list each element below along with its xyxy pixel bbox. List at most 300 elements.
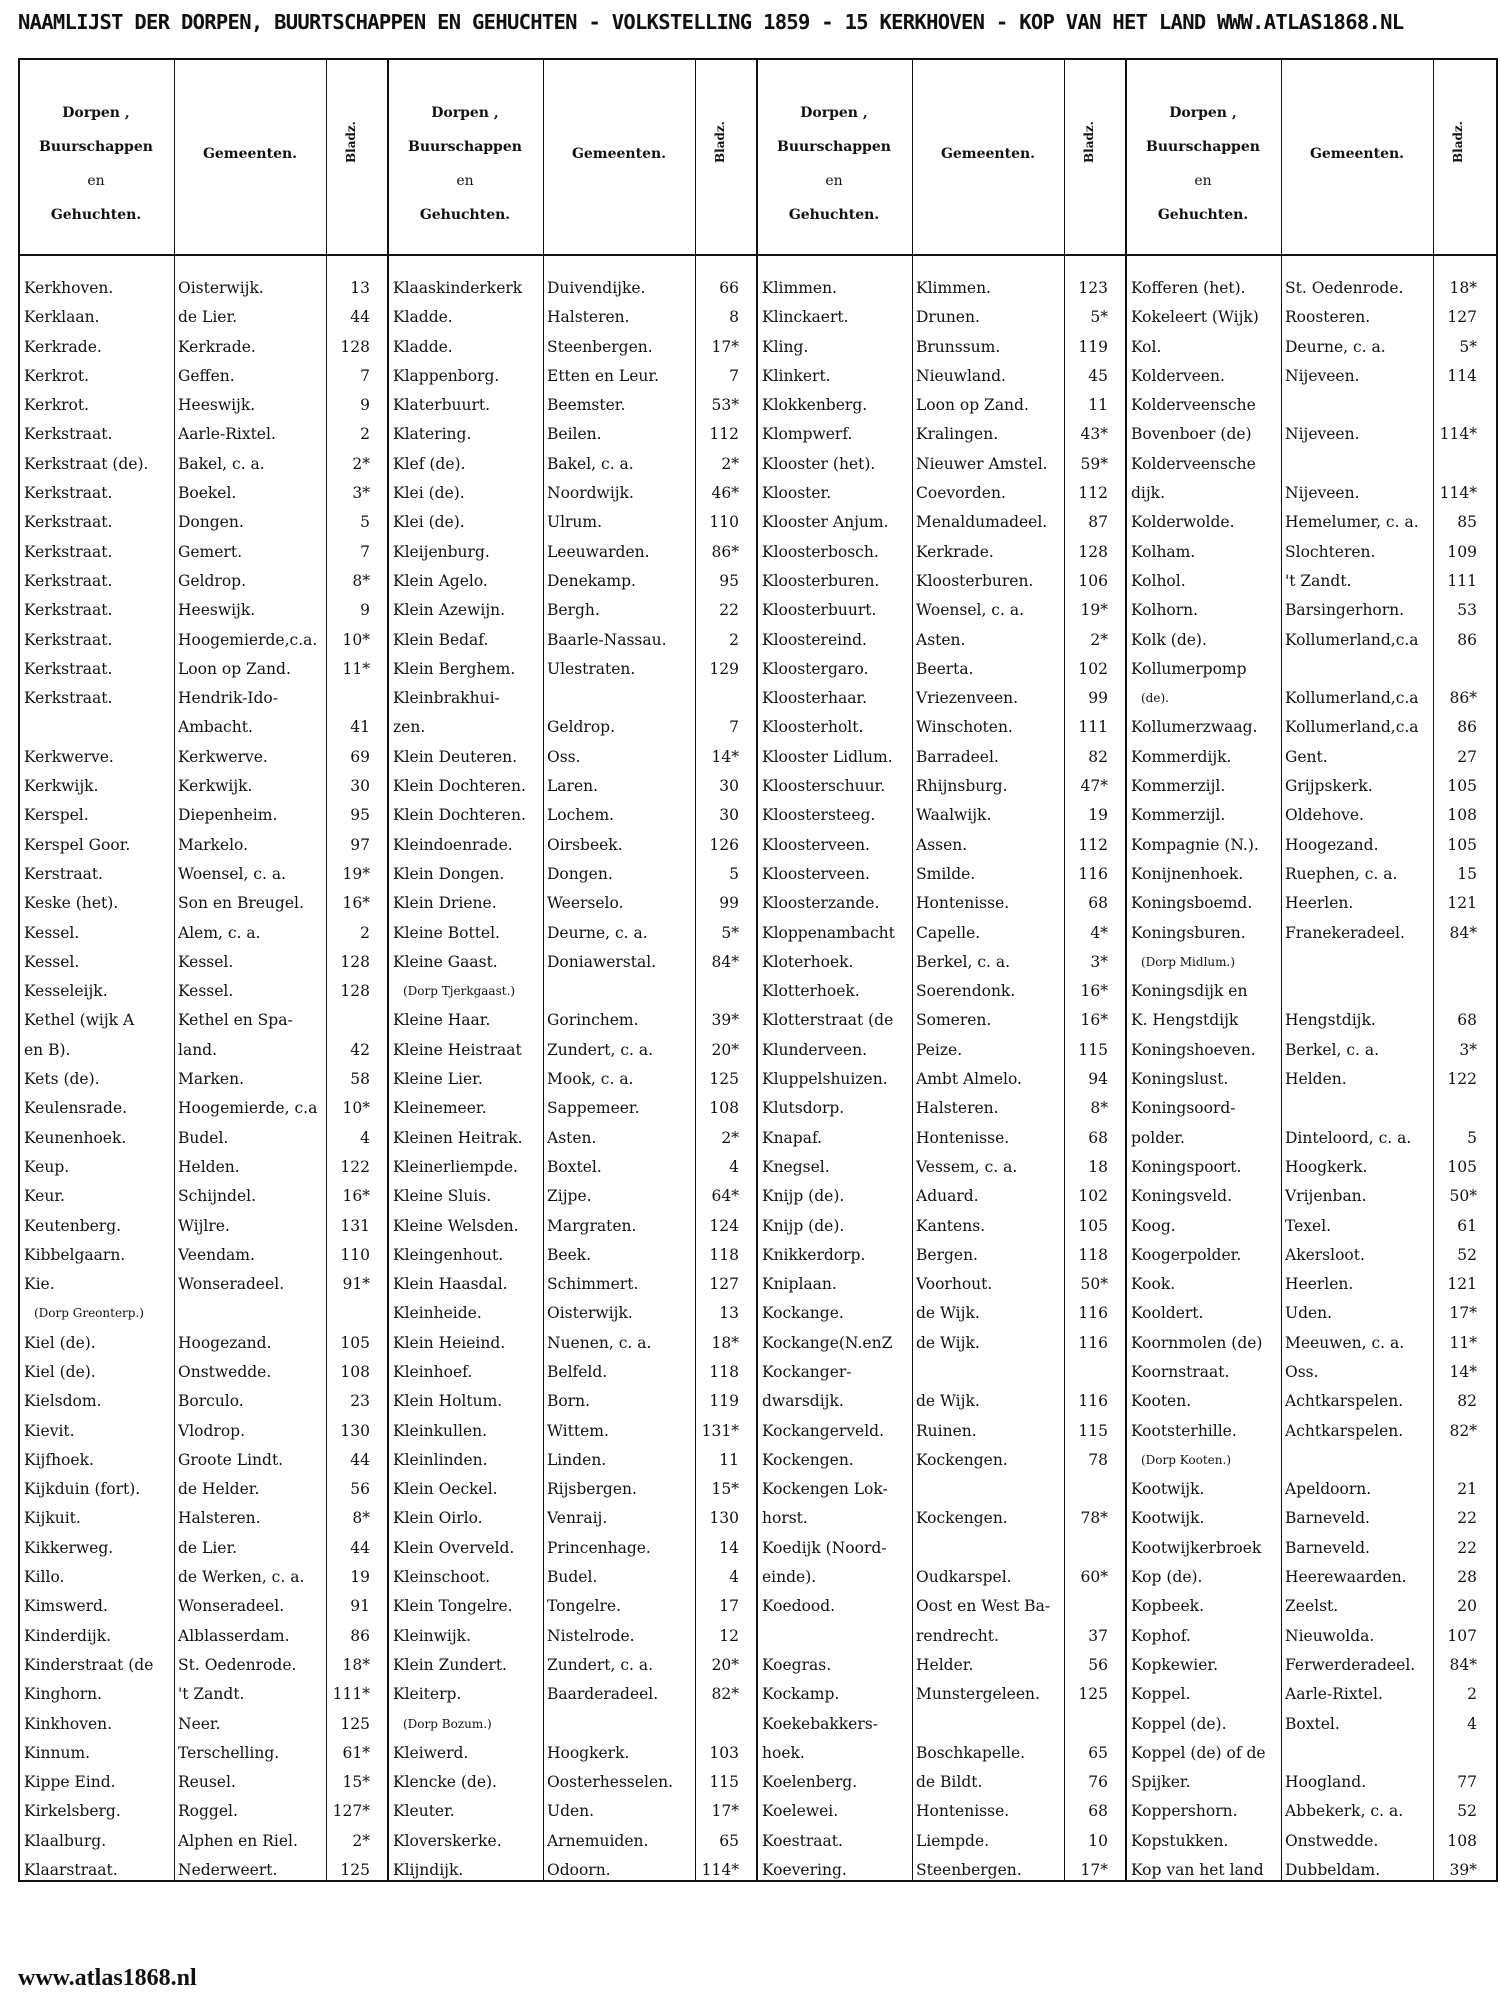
page-number: 105 [1078,1216,1108,1235]
place-name: Kluppelshuizen. [762,1070,888,1089]
place-name: Koekebakkers- [762,1714,878,1733]
table-row [389,684,756,713]
page-number: 115 [1078,1421,1108,1440]
place-name: Kleinheide. [393,1304,482,1323]
table-row [758,567,1125,596]
page-number: 16* [342,894,370,913]
table-row [758,1622,1125,1651]
municipality: Achtkarspelen. [1285,1421,1404,1440]
table-row [1127,977,1496,1006]
header-dorpen-line: Gehuchten. [50,207,142,223]
place-name: Keutenberg. [24,1216,122,1235]
page-number: 114* [701,1861,739,1880]
table-row [20,1417,387,1446]
table-row [389,1710,756,1739]
column-group [389,60,758,1880]
municipality: Capelle. [916,923,981,942]
page-number: 2* [352,454,370,473]
table-row [1127,948,1496,977]
municipality: Menaldumadeel. [916,513,1048,532]
place-name: Kleiterp. [393,1685,462,1704]
place-name: Kockengen Lok- [762,1480,888,1499]
table-row [1127,713,1496,742]
page-number: 52 [1457,1245,1477,1264]
row-list [758,274,1125,1885]
place-name: Kolhol. [1131,571,1186,590]
place-name: Kofferen (het). [1131,279,1246,297]
page-number: 8* [352,571,370,590]
municipality: Geffen. [178,366,235,385]
municipality: Hoogezand. [178,1333,272,1352]
table-row [20,1475,387,1504]
table-row [1127,1270,1496,1299]
municipality: Kerkrade. [916,542,994,561]
table-row [389,1475,756,1504]
table-row [758,420,1125,449]
municipality: Schijndel. [178,1187,257,1206]
page-number: 52 [1457,1802,1477,1821]
page-number: 5 [729,864,739,883]
municipality: de Wijk. [916,1392,980,1411]
page-number: 128 [1078,542,1108,561]
place-name: Kinderstraat (de [24,1655,154,1674]
header-gemeenten: Gemeenten. [940,146,1036,162]
place-name: Kockengen. [762,1450,854,1469]
place-name: Klein Haasdal. [393,1275,508,1294]
municipality: Rhijnsburg. [916,777,1008,796]
table-row [389,831,756,860]
place-name: dwarsdijk. [762,1392,844,1411]
page-number: 78* [1080,1509,1108,1528]
page-number: 125 [340,1714,370,1733]
table-row [1127,333,1496,362]
municipality: Nijeveen. [1285,366,1360,385]
table-row [758,713,1125,742]
page-number: 3* [352,484,370,503]
table-row [758,1592,1125,1621]
table-row [1127,1124,1496,1153]
place-name: Kootwijk. [1131,1509,1205,1528]
municipality: Heerlen. [1285,1275,1354,1294]
table-row [389,1592,756,1621]
header-dorpen-line: en [456,173,474,189]
place-name: Kerkstraat. [24,601,113,620]
municipality: Kerkwerve. [178,747,268,766]
page-number: 14 [719,1538,739,1557]
municipality: Gemert. [178,542,242,561]
table-row [1127,889,1496,918]
header-dorpen-line: Buurschappen [39,139,153,155]
place-name: Keulensrade. [24,1099,128,1118]
page-header: NAAMLIJST DER DORPEN, BUURTSCHAPPEN EN GEHUCHTEN - VOLKSTELLING 1859 - 15 KERKHOVEN - KOP VAN HET LAND WWW.ATLAS1868.NL [18,10,1404,34]
place-name: Kerkstraat. [24,542,113,561]
place-name: Knijp (de). [762,1187,845,1206]
municipality: Hemelumer, c. a. [1285,513,1419,532]
page-number: 19 [350,1568,370,1587]
place-name: Koningsoord- [1131,1099,1236,1118]
table-row [758,1329,1125,1358]
table-row [1127,1534,1496,1563]
page-number: 65 [1088,1743,1108,1762]
table-row [1127,508,1496,537]
table-row [389,1153,756,1182]
table-row [1127,1182,1496,1211]
municipality: Brunssum. [916,337,1001,356]
municipality: Steenbergen. [916,1861,1022,1880]
page-number: 17* [1449,1304,1477,1323]
table-row [389,596,756,625]
municipality: Mook, c. a. [547,1070,634,1089]
place-name: Kinkhoven. [24,1714,113,1733]
table-row [1127,743,1496,772]
page-number: 68 [1088,894,1108,913]
place-name: Kerklaan. [24,308,100,327]
page-number: 78 [1088,1450,1108,1469]
page-number: 130 [709,1509,739,1528]
place-name: Kerkstraat. [24,659,113,678]
place-name: Kompagnie (N.). [1131,835,1259,854]
table-row [1127,655,1496,684]
place-name: Kol. [1131,337,1162,356]
place-name: Kloverskerke. [393,1831,502,1850]
municipality: Doniawerstal. [547,952,657,971]
table-row [389,1768,756,1797]
table-row [758,1006,1125,1035]
municipality: Gent. [1285,747,1328,766]
municipality: Dongen. [547,864,613,883]
table-row [758,1358,1125,1387]
table-row [20,655,387,684]
municipality: Beilen. [547,425,602,444]
table-row [1127,1446,1496,1475]
table-row [758,333,1125,362]
place-name: Koningshoeven. [1131,1040,1256,1059]
table-row [758,684,1125,713]
page-number: 22 [719,601,739,620]
table-row [389,977,756,1006]
page-number: 82* [711,1685,739,1704]
municipality: Uden. [547,1802,595,1821]
place-name: Kladde. [393,308,453,327]
page-number: 84* [711,952,739,971]
table-row [20,1094,387,1123]
place-name: Koedijk (Noord- [762,1538,887,1557]
municipality: Hoogkerk. [1285,1157,1368,1176]
page-number: 2* [352,1831,370,1850]
table-row [389,1622,756,1651]
municipality: Voorhout. [916,1275,993,1294]
place-name: Kleine Gaast. [393,952,498,971]
place-name: Kockange(N.enZ [762,1333,893,1352]
table-row [389,450,756,479]
place-name: Klein Heieind. [393,1333,506,1352]
page-number: 37 [1088,1626,1108,1645]
page-number: 127* [332,1802,370,1821]
table-row [1127,1622,1496,1651]
municipality: Klimmen. [916,279,991,297]
municipality: Rijsbergen. [547,1480,637,1499]
municipality: Terschelling. [178,1743,280,1762]
table-row [20,713,387,742]
place-name: Klein Driene. [393,894,497,913]
municipality: Steenbergen. [547,337,653,356]
header-dorpen-line: Gehuchten. [788,207,880,223]
page-number: 95 [719,571,739,590]
municipality: Kockengen. [916,1450,1008,1469]
place-name: Kiel (de). [24,1333,96,1352]
page-number: 2* [721,454,739,473]
municipality: Wittem. [547,1421,609,1440]
municipality: Grijpskerk. [1285,777,1373,796]
table-row [389,1006,756,1035]
place-name: Klein Zundert. [393,1655,507,1674]
table-row [389,1065,756,1094]
municipality: Berkel, c. a. [916,952,1011,971]
header-dorpen [758,96,910,232]
table-row [20,479,387,508]
page-number: 111* [332,1685,370,1704]
page-number: 5 [360,513,370,532]
header-dorpen-line: Buurschappen [777,139,891,155]
page-number: 21 [1457,1480,1477,1499]
place-name: Knikkerdorp. [762,1245,866,1264]
table-row [1127,479,1496,508]
municipality: Nieuwer Amstel. [916,454,1048,473]
municipality: Apeldoorn. [1285,1480,1372,1499]
municipality: Kollumerland,c.a [1285,689,1419,708]
municipality: Geldrop. [547,718,616,737]
table-row [20,1124,387,1153]
place-name: Klein Bedaf. [393,630,489,649]
place-name: Klei (de). [393,484,465,503]
table-row [758,948,1125,977]
place-name: Kippe Eind. [24,1773,116,1792]
place-name: Kessel. [24,952,80,971]
place-name: (Dorp Midlum.) [1141,954,1236,969]
place-name: Kinghorn. [24,1685,103,1704]
table-row [758,1417,1125,1446]
place-name: (Dorp Kooten.) [1141,1452,1231,1467]
page-number: 8* [1090,1099,1108,1118]
place-name: Klatering. [393,425,472,444]
municipality: Aarle-Rixtel. [1285,1685,1383,1704]
table-row [758,1446,1125,1475]
table-row [20,1387,387,1416]
place-name: Koningsdijk en [1131,982,1248,1001]
table-row [389,1651,756,1680]
table-row [758,1710,1125,1739]
municipality: Heerewaarden. [1285,1568,1407,1587]
table-row [758,1270,1125,1299]
municipality: Nieuwolda. [1285,1626,1375,1645]
municipality: Kockengen. [916,1509,1008,1528]
page-number: 8 [729,308,739,327]
page-number: 58 [350,1070,370,1089]
place-name: Kerkstraat. [24,484,113,503]
place-name: Kolderveen. [1131,366,1225,385]
place-name: Kets (de). [24,1070,100,1089]
municipality: Marken. [178,1070,244,1089]
place-name: Kockangerveld. [762,1421,885,1440]
municipality: Hoogemierde, c.a [178,1099,318,1118]
page-number: 3* [1459,1040,1477,1059]
municipality: Abbekerk, c. a. [1285,1802,1404,1821]
table-row [389,362,756,391]
municipality: Vessem, c. a. [916,1157,1018,1176]
page-number: 41 [350,718,370,737]
municipality: Kantens. [916,1216,986,1235]
municipality: Assen. [916,835,968,854]
place-name: Kolderwolde. [1131,513,1235,532]
municipality: Borculo. [178,1392,244,1411]
place-name: Kerkstraat. [24,571,113,590]
table-row [758,1680,1125,1709]
place-name: Bovenboer (de) [1131,425,1252,444]
page-number: 5* [1459,337,1477,356]
municipality: Nederweert. [178,1861,278,1880]
page-number: 44 [350,308,370,327]
municipality: Noordwijk. [547,484,634,503]
place-name: Kerkrot. [24,396,90,415]
page-number: 86 [1457,718,1477,737]
page-number: 7 [729,366,739,385]
place-name: Koningslust. [1131,1070,1229,1089]
municipality: Heeswijk. [178,601,256,620]
table-row [758,303,1125,332]
table-row [1127,362,1496,391]
table-row [389,1094,756,1123]
table-row [758,479,1125,508]
municipality: Neer. [178,1714,221,1733]
table-row [1127,1475,1496,1504]
place-name: Kleine Heistraat [393,1040,522,1059]
place-name: Koestraat. [762,1831,843,1850]
page-number: 53 [1457,601,1477,620]
place-name: Kleinemeer. [393,1099,487,1118]
municipality: Ruephen, c. a. [1285,864,1398,883]
table-row [20,1270,387,1299]
place-name: Kloosterzande. [762,894,880,913]
place-name: Knijp (de). [762,1216,845,1235]
place-name: Kijkuit. [24,1509,81,1528]
place-name: Kniplaan. [762,1275,837,1294]
page-number: 13 [350,279,370,297]
table-row [758,274,1125,303]
place-name: Kloosterhaar. [762,689,868,708]
table-row [20,860,387,889]
header-dorpen-line: Dorpen , [431,105,499,121]
table-row [389,743,756,772]
page-number: 84* [1449,1655,1477,1674]
page-number: 118 [709,1245,739,1264]
place-name: Kook. [1131,1275,1176,1294]
place-name: einde). [762,1568,817,1587]
page-number: 59* [1080,454,1108,473]
table-row [20,508,387,537]
page-number: 14* [1449,1362,1477,1381]
page-number: 4 [729,1568,739,1587]
place-name: Kloostereind. [762,630,867,649]
municipality: Nieuwland. [916,366,1006,385]
municipality: Zundert, c. a. [547,1655,654,1674]
header-gemeenten: Gemeenten. [202,146,298,162]
place-name: Kinnum. [24,1743,91,1762]
municipality: Liempde. [916,1831,990,1850]
place-name: Klein Dongen. [393,864,505,883]
place-name: Klef (de). [393,454,466,473]
municipality: Boxtel. [1285,1714,1340,1733]
table-row [1127,420,1496,449]
table-row [1127,1417,1496,1446]
municipality: Kethel en Spa- [178,1011,293,1030]
place-name: Kokeleert (Wijk) [1131,308,1259,327]
place-name: Kerkstraat. [24,630,113,649]
table-row [1127,538,1496,567]
table-row [1127,860,1496,889]
page-number: 28 [1457,1568,1477,1587]
page-number: 85 [1457,513,1477,532]
page-number: 11 [1088,396,1108,415]
municipality: Zijpe. [547,1187,592,1206]
municipality: Budel. [547,1568,598,1587]
place-name: Kloostersteeg. [762,806,876,825]
municipality: de Helder. [178,1480,260,1499]
municipality: de Lier. [178,308,238,327]
place-name: Kielsdom. [24,1392,102,1411]
column-header [20,60,387,256]
page-number: 39* [711,1011,739,1030]
page-number: 30 [719,806,739,825]
municipality: Slochteren. [1285,542,1376,561]
page-number: 15 [1457,864,1477,883]
place-name: Kopbeek. [1131,1597,1205,1616]
page-number: 111 [1447,571,1477,590]
municipality: Oirsbeek. [547,835,623,854]
page-number: 94 [1088,1070,1108,1089]
municipality: de Bildt. [916,1773,983,1792]
place-name: Kommerzijl. [1131,777,1226,796]
table-row [1127,772,1496,801]
page-number: 9 [360,396,370,415]
page-number: 125 [709,1070,739,1089]
place-name: Koningsburen. [1131,923,1246,942]
place-name: Klappenborg. [393,366,500,385]
table-row [20,1856,387,1885]
table-row [389,1299,756,1328]
place-name: Kladde. [393,337,453,356]
table-row [20,1651,387,1680]
page-number: 86* [1449,689,1477,708]
place-name: K. Hengstdijk [1131,1011,1239,1030]
page-number: 16* [1080,1011,1108,1030]
place-name: Kophof. [1131,1626,1191,1645]
page-number: 105 [1447,835,1477,854]
page-number: 102 [1078,1187,1108,1206]
footer-url: www.atlas1868.nl [18,1965,197,1991]
place-name: Koningspoort. [1131,1157,1242,1176]
municipality: Asten. [547,1128,597,1147]
column-header [758,60,1125,256]
municipality: Helden. [178,1157,240,1176]
page-number: 17* [711,337,739,356]
table-row [20,420,387,449]
place-name: Klein Oeckel. [393,1480,498,1499]
municipality: Oss. [1285,1362,1319,1381]
page-number: 7 [729,718,739,737]
header-gemeenten: Gemeenten. [1309,146,1405,162]
place-name: en B). [24,1040,71,1059]
page-number: 19* [1080,601,1108,620]
